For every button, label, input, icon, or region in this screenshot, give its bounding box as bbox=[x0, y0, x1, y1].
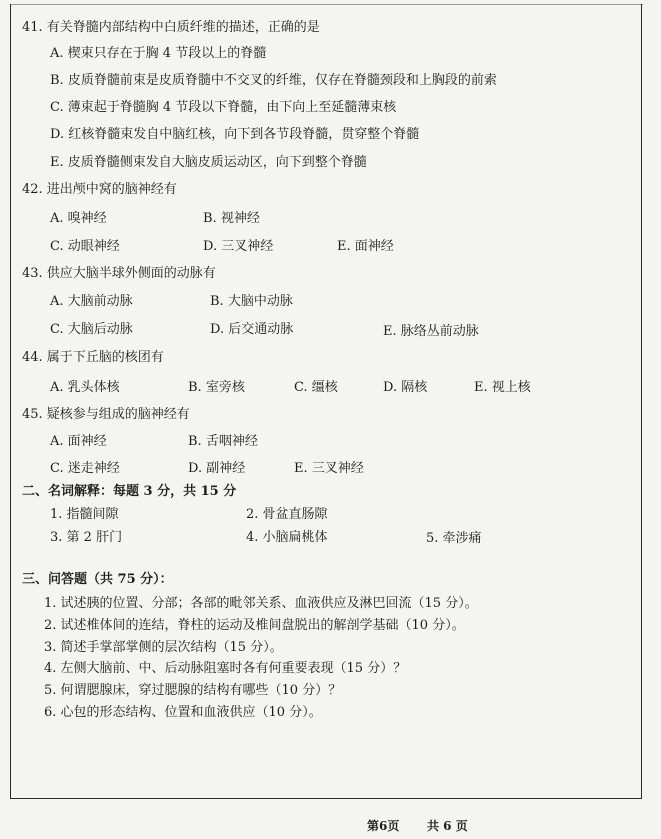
essay-question-6: 6. 心包的形态结构、位置和血液供应（10 分）。 bbox=[44, 705, 322, 720]
q44-option-e: E. 视上核 bbox=[474, 380, 531, 395]
q42-option-b: B. 视神经 bbox=[203, 211, 260, 226]
q44-option-a: A. 乳头体核 bbox=[50, 380, 120, 395]
q44-option-d: D. 隔核 bbox=[383, 380, 428, 395]
question-42: 42. 进出颅中窝的脑神经有 bbox=[22, 182, 177, 197]
q43-option-a: A. 大脑前动脉 bbox=[50, 294, 133, 309]
q44-option-c: C. 缰核 bbox=[294, 380, 338, 395]
term-1: 1. 指髓间隙 bbox=[50, 507, 119, 522]
section-2-title: 二、名词解释：每题 3 分，共 15 分 bbox=[22, 484, 237, 499]
page-number: 第6页 bbox=[367, 819, 400, 833]
question-43: 43. 供应大脑半球外侧面的动脉有 bbox=[22, 266, 216, 281]
q42-option-d: D. 三叉神经 bbox=[203, 239, 274, 254]
q45-option-c: C. 迷走神经 bbox=[50, 461, 120, 476]
essay-question-5: 5. 何谓腮腺床，穿过腮腺的结构有哪些（10 分）？ bbox=[44, 683, 342, 698]
term-2: 2. 骨盆直肠隙 bbox=[246, 507, 328, 522]
q42-option-e: E. 面神经 bbox=[337, 239, 394, 254]
q41-option-b: B. 皮质脊髓前束是皮质脊髓中不交叉的纤维，仅存在脊髓颈段和上胸段的前索 bbox=[50, 73, 497, 88]
q45-option-e: E. 三叉神经 bbox=[294, 461, 364, 476]
page-total: 共 6 页 bbox=[427, 819, 468, 833]
term-4: 4. 小脑扁桃体 bbox=[246, 530, 328, 545]
essay-question-2: 2. 试述椎体间的连结，脊柱的运动及椎间盘脱出的解剖学基础（10 分）。 bbox=[44, 618, 465, 633]
q41-option-d: D. 红核脊髓束发自中脑红核，向下到各节段脊髓，贯穿整个脊髓 bbox=[50, 127, 420, 142]
term-5: 5. 牵涉痛 bbox=[426, 531, 482, 546]
term-3: 3. 第 2 肝门 bbox=[50, 530, 123, 545]
question-45: 45. 疑核参与组成的脑神经有 bbox=[22, 407, 190, 422]
q45-option-b: B. 舌咽神经 bbox=[188, 434, 258, 449]
q43-option-b: B. 大脑中动脉 bbox=[210, 294, 293, 309]
section-3-title: 三、问答题（共 75 分）： bbox=[22, 572, 173, 587]
q42-option-c: C. 动眼神经 bbox=[50, 239, 120, 254]
q41-option-e: E. 皮质脊髓侧束发自大脑皮质运动区，向下到整个脊髓 bbox=[50, 155, 367, 170]
q45-option-d: D. 副神经 bbox=[188, 461, 246, 476]
q42-option-a: A. 嗅神经 bbox=[50, 211, 107, 226]
essay-question-1: 1. 试述胰的位置、分部；各部的毗邻关系、血液供应及淋巴回流（15 分）。 bbox=[44, 596, 478, 611]
q41-option-c: C. 薄束起于脊髓胸 4 节段以下脊髓，由下向上至延髓薄束核 bbox=[50, 100, 397, 115]
q41-option-a: A. 楔束只存在于胸 4 节段以上的脊髓 bbox=[50, 46, 267, 61]
q43-option-c: C. 大脑后动脉 bbox=[50, 322, 133, 337]
q44-option-b: B. 室旁核 bbox=[188, 380, 245, 395]
essay-question-4: 4. 左侧大脑前、中、后动脉阻塞时各有何重要表现（15 分）？ bbox=[44, 661, 407, 676]
q43-option-e: E. 脉络丛前动脉 bbox=[383, 324, 479, 339]
essay-question-3: 3. 简述手掌部掌侧的层次结构（15 分）。 bbox=[44, 640, 283, 655]
question-41: 41. 有关脊髓内部结构中白质纤维的描述，正确的是 bbox=[22, 20, 320, 35]
q45-option-a: A. 面神经 bbox=[50, 434, 107, 449]
page-frame bbox=[10, 4, 642, 799]
question-44: 44. 属于下丘脑的核团有 bbox=[22, 350, 164, 365]
q43-option-d: D. 后交通动脉 bbox=[210, 322, 294, 337]
